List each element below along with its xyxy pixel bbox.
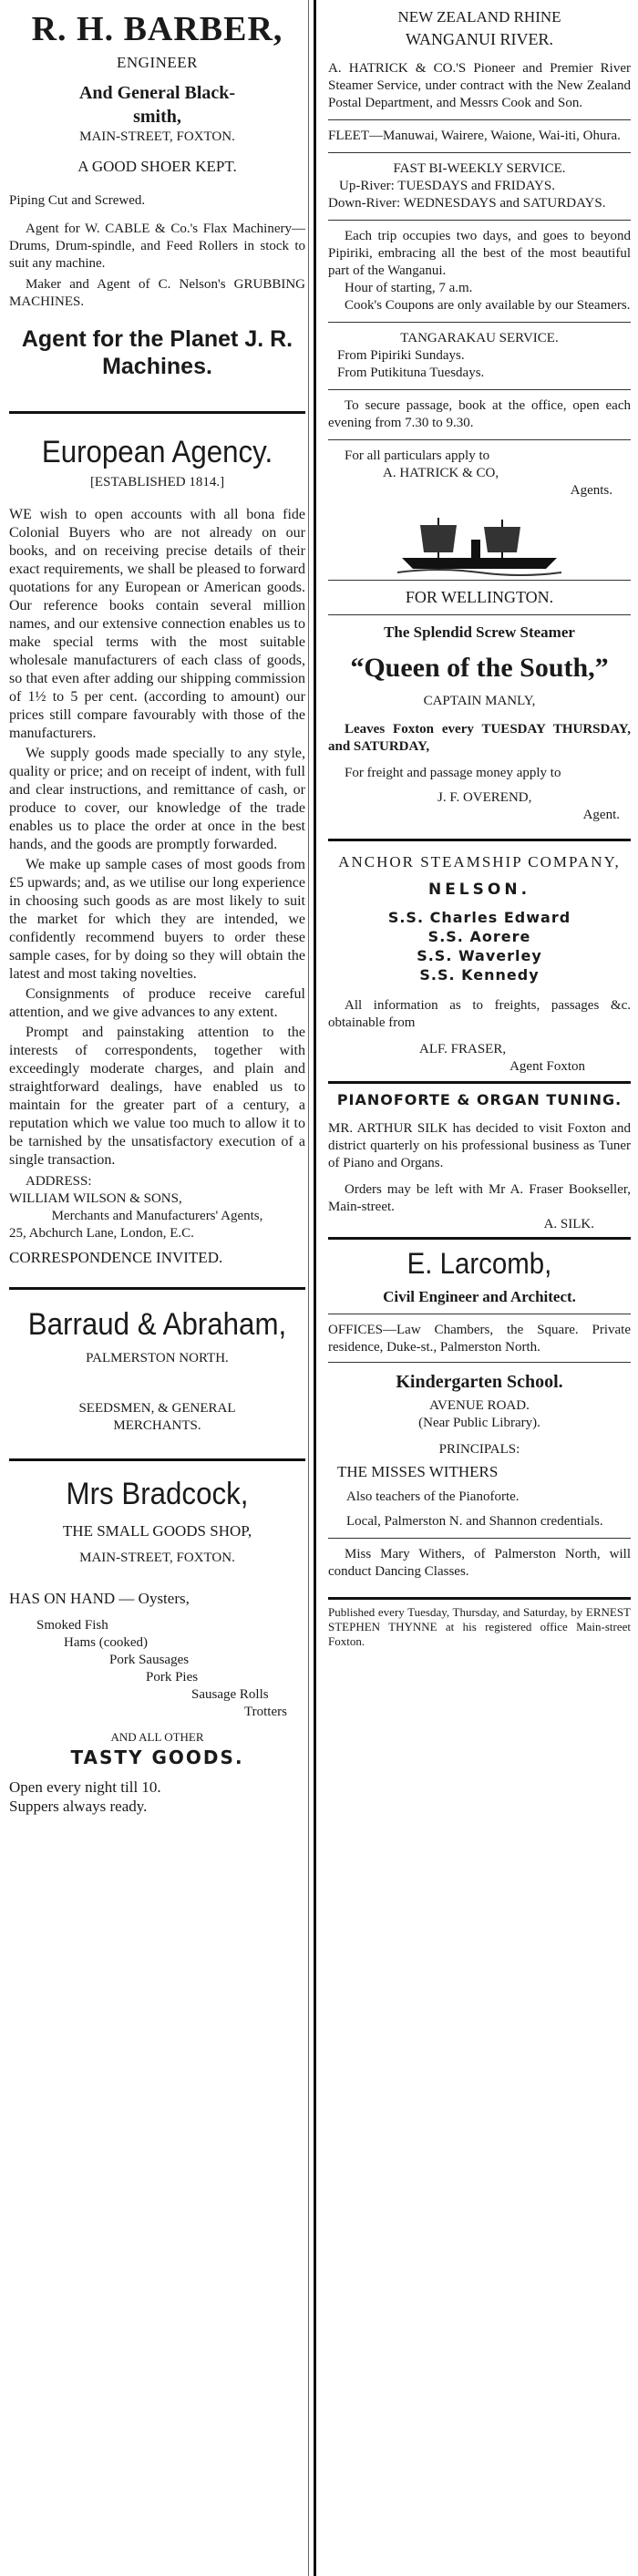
rhine-cook: Cook's Coupons are only available by our Steamers. [345,298,631,313]
piano-p1: MR. ARTHUR SILK has decided to visit Foxton and district quarterly on his professional business as Tuner of Piano and Organs. [328,1121,631,1170]
bradcock-suppers: Suppers always ready. [9,1798,148,1815]
ship-aorere: S.S. Aorere [427,928,531,945]
european-invited: CORRESPONDENCE INVITED. [9,1249,223,1266]
barber-piping: Piping Cut and Screwed. [9,193,146,208]
divider [328,220,631,221]
column-rule-thin [308,0,309,2576]
divider [328,1081,631,1084]
rhine-title: NEW ZEALAND RHINE [397,8,561,26]
wellington-ad [328,588,631,824]
european-p5: Prompt and painstaking attention to the interests of correspondents, together with exceedingly moderate charges, and plain and straightforward dealings, have enabled us to maintain for the greater part of a century, a reputation which we value too much to allow it to be tarnished by the unsatisfactory execution of a single transaction. [9,1025,305,1168]
kinder-local: Local, Palmerston N. and Shannon credentials. [346,1514,603,1529]
barber-maker: Maker and Agent of C. Nelson's GRUBBING MACHINES. [9,277,305,309]
rhine-river: WANGANUI RIVER. [406,30,553,48]
item-smoked-fish: Smoked Fish [36,1618,108,1633]
divider [328,1538,631,1539]
divider [9,411,305,414]
divider [328,580,631,581]
rhine-agent: A. HATRICK & CO, [383,466,499,480]
barber-smith: smith, [133,107,181,127]
bradcock-shop: THE SMALL GOODS SHOP, [62,1522,252,1540]
european-agency-ad [9,434,305,1267]
item-trotters: Trotters [244,1705,287,1719]
divider [9,1458,305,1461]
divider [328,614,631,615]
bradcock-items [9,1617,305,1721]
bradcock-hand: HAS ON HAND — Oysters, [9,1590,190,1607]
anchor-agent: Agent Foxton [509,1059,585,1074]
item-pork-sausages: Pork Sausages [109,1653,190,1667]
divider [328,1237,631,1240]
right-column [328,0,631,2576]
barber-planet: Agent for the Planet J. R. Machines. [21,326,293,379]
rhine-up: Up-River: TUESDAYS and FRIDAYS. [339,179,555,193]
bradcock-other: AND ALL OTHER [110,1730,204,1744]
bradcock-ad [9,1476,305,1816]
anchor-ad [328,852,631,1076]
bradcock-open: Open every night till 10. [9,1778,161,1796]
rhine-putikituna: From Putikituna Tuesdays. [337,366,485,380]
rhine-ad [328,7,631,500]
larcomb-p1: OFFICES—Law Chambers, the Square. Private residence, Duke-st., Palmerston North. [328,1323,631,1355]
kinder-principals: PRINCIPALS: [438,1442,520,1457]
divider [9,1287,305,1290]
anchor-ships [328,908,631,984]
barber-shoer: A GOOD SHOER KEPT. [77,158,237,175]
barraud-title: Barraud & Abraham, [27,1307,287,1342]
wellington-freight: For freight and passage money apply to [345,766,561,780]
steamer-ship-icon [393,512,566,576]
imprint [328,1605,631,1649]
ship-kennedy: S.S. Kennedy [419,966,540,984]
wellington-overend: J. F. OVEREND, [437,790,532,805]
kinder-near: (Near Public Library). [418,1416,540,1430]
rhine-down: Down-River: WEDNESDAYS and SATURDAYS. [328,196,606,211]
piano-p2: Orders may be left with Mr A. Fraser Bookseller, Main-street. [328,1182,631,1214]
wellington-ship: “Queen of the South,” [350,653,609,683]
wellington-splendid: The Splendid Screw Steamer [384,623,575,641]
european-p2: We supply goods made specially to any style, quality or price; and on receipt of indent, with full and clear instructions, and remittance of cash, or produce to cover, our knowledge of the trade enables us to place the order at once in the best hands, and the goods are promptly forwarded. [9,746,305,852]
piano-ad [328,1089,631,1233]
piano-title: PIANOFORTE & ORGAN TUNING. [336,1091,623,1108]
wellington-agt: Agent. [582,808,620,822]
european-p1: WE wish to open accounts with all bona fide Colonial Buyers who are not already on our books, and on receiving precise details of their exact requirements, we shall be pleased to forward quotations for any European or American goods. Our reference books contain several million names, and our extensive connection enables us to make special terms with the most suitable wholesale manufacturers of each class of goods, so that even after adding our shipping commission of 1½ to 5 per cent. (according to amount) our prices still compare favourably with those of the manufacturers. [9,507,305,741]
wellington-title: FOR WELLINGTON. [405,588,554,606]
barraud-ad [9,1306,305,1435]
larcomb-title: E. Larcomb, [406,1247,552,1280]
kinder-withers: THE MISSES WITHERS [337,1463,499,1480]
rhine-particulars: For all particulars apply to [345,448,490,463]
kinder-road: AVENUE ROAD. [429,1398,530,1413]
column-rule [314,0,316,2576]
item-sausage-rolls: Sausage Rolls [191,1687,269,1702]
european-address-label: ADDRESS: [26,1174,92,1189]
wellington-leaves: Leaves Foxton every TUESDAY THURSDAY, and SATURDAY, [328,722,631,754]
european-street: 25, Abchurch Lane, London, E.C. [9,1226,194,1241]
divider [328,389,631,390]
ship-waverley: S.S. Waverley [417,947,542,964]
barber-title: R. H. BARBER, [31,10,283,48]
rhine-hour: Hour of starting, 7 a.m. [345,281,473,295]
rhine-fleet: FLEET—Manuwai, Wairere, Waione, Wai-iti, Ohura. [328,129,621,143]
divider [328,1597,631,1600]
barber-agent: Agent for W. CABLE & Co.'s Flax Machinery—Drums, Drum-spindle, and Feed Rollers in stock to suit any machine. [9,222,305,271]
steamer-illustration [328,512,631,576]
anchor-nelson: NELSON. [427,881,531,899]
rhine-secure: To secure passage, book at the office, open each evening from 7.30 to 9.30. [328,398,631,430]
bradcock-title: Mrs Bradcock, [66,1477,249,1511]
barraud-town: PALMERSTON NORTH. [86,1351,229,1365]
divider [328,119,631,120]
bradcock-tasty: TASTY GOODS. [70,1747,244,1768]
rhine-pipiriki: From Pipiriki Sundays. [337,348,465,363]
rhine-agents: Agents. [570,483,612,498]
kinder-title: Kindergarten School. [396,1372,563,1392]
piano-signature: A. SILK. [543,1217,594,1231]
divider [328,152,631,153]
divider [328,322,631,323]
imprint-text: Published every Tuesday, Thursday, and Saturday, by ERNEST STEPHEN THYNNE at his registered office Main-street Foxton. [328,1605,631,1648]
european-title: European Agency. [41,435,273,469]
divider [328,439,631,440]
barber-blacksmith: And General Black- [78,83,236,103]
wellington-captain: CAPTAIN MANLY, [423,694,536,708]
anchor-title: ANCHOR STEAMSHIP COMPANY, [338,853,621,871]
european-merchants: Merchants and Manufacturers' Agents, [51,1209,263,1223]
european-p3: We make up sample cases of most goods from £5 upwards; and, as we utilise our long experience in choosing such goods as are most likely to suit the market for which they are intended, we confidently recommend buyers to order these sample cases, for by doing so they will obtain the latest and most taking novelties. [9,857,305,982]
rhine-fast: FAST BI-WEEKLY SERVICE. [393,161,566,176]
anchor-fraser: ALF. FRASER, [419,1042,507,1056]
european-established: [ESTABLISHED 1814.] [89,475,225,489]
barber-address: MAIN-STREET, FOXTON. [79,129,235,144]
larcomb-sub: Civil Engineer and Architect. [383,1288,576,1305]
divider [328,1362,631,1363]
european-p4: Consignments of produce receive careful attention, and we give advances to any extent. [9,986,305,1020]
kindergarten-ad [328,1370,631,1581]
larcomb-ad [328,1245,631,1356]
kinder-teachers: Also teachers of the Pianoforte. [346,1489,520,1504]
anchor-info: All information as to freights, passages &c. obtainable from [328,998,631,1030]
european-name: WILLIAM WILSON & SONS, [9,1191,182,1206]
ship-charles-edward: S.S. Charles Edward [387,909,571,926]
rhine-p2: Each trip occupies two days, and goes to beyond Pipiriki, embracing all the best of the most beautiful part of the Wanganui. [328,229,631,278]
item-hams: Hams (cooked) [64,1635,149,1650]
barraud-seeds: SEEDSMEN, & GENERAL MERCHANTS. [78,1401,236,1433]
kinder-mary: Miss Mary Withers, of Palmerston North, will conduct Dancing Classes. [328,1547,631,1579]
rhine-tanga: TANGARAKAU SERVICE. [400,331,559,345]
rhine-p1: A. HATRICK & CO.'S Pioneer and Premier River Steamer Service, under contract with the New Zealand Postal Department, and Messrs Cook and Son. [328,61,631,110]
barber-ad [9,9,305,380]
left-column [9,0,305,2576]
barber-engineer: ENGINEER [117,54,198,71]
divider [328,839,631,841]
item-pork-pies: Pork Pies [146,1670,199,1685]
bradcock-street: MAIN-STREET, FOXTON. [79,1551,235,1565]
